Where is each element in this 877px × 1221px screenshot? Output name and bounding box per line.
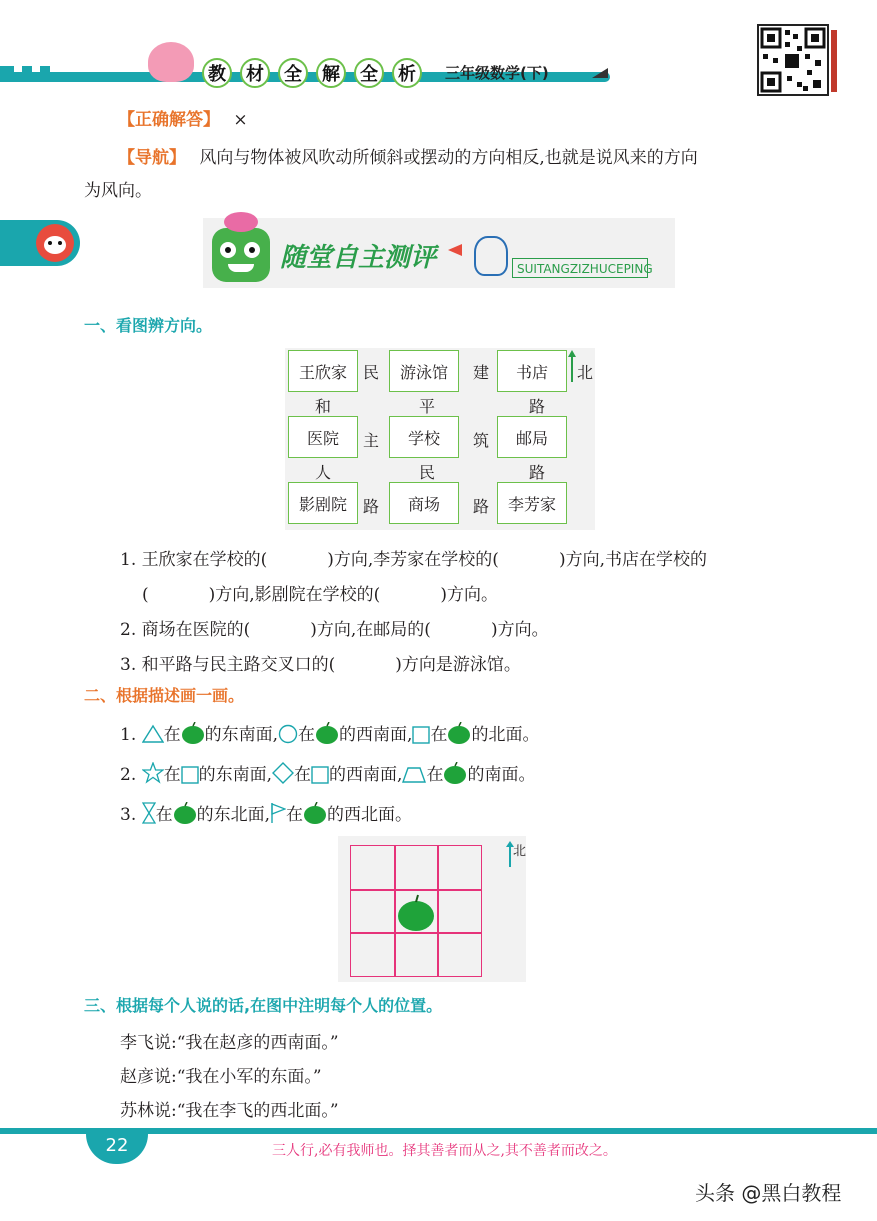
- north-arrow-icon: [509, 845, 511, 867]
- road-label: 路: [529, 463, 546, 482]
- q1-text: )方向,影剧院在学校的(: [208, 585, 381, 605]
- word: 的北面。: [471, 725, 540, 745]
- q1-text: )方向,李芳家在学校的(: [327, 550, 499, 570]
- square-icon: [412, 726, 430, 744]
- apple-icon: [447, 722, 471, 744]
- word: 在: [298, 725, 316, 745]
- flag-icon: [270, 802, 286, 824]
- north-label: 北: [577, 363, 594, 382]
- star-icon: [142, 762, 164, 784]
- banner-title: 随堂自主测评: [280, 243, 437, 273]
- flower-icon: [224, 212, 258, 232]
- word: 的东南面,: [198, 765, 273, 785]
- draw-line-3: [120, 800, 412, 825]
- word: 的东北面,: [196, 805, 271, 825]
- q2-text: )方向,在邮局的(: [310, 620, 431, 640]
- footer-motto: 三人行,必有我师也。择其善者而从之,其不善者而改之。: [272, 1143, 617, 1159]
- map-cell: 邮局: [497, 416, 567, 458]
- mascot-fox-icon: [36, 224, 74, 262]
- q3-text: )方向是游泳馆。: [395, 655, 521, 675]
- draw-line-1: [120, 720, 539, 745]
- apple-icon: [303, 802, 327, 824]
- q1-text: )方向。: [440, 585, 498, 605]
- word: 的东南面,: [204, 725, 279, 745]
- word: 在: [430, 725, 448, 745]
- north-arrow-head-icon: [568, 350, 576, 357]
- map-cell: 王欣家: [288, 350, 358, 392]
- line-number: 3.: [120, 805, 137, 825]
- circle-icon: [278, 724, 298, 744]
- qr-side-strip: [831, 30, 837, 92]
- title-char: 析: [392, 58, 422, 88]
- page-number: 22: [86, 1128, 148, 1164]
- arrow-icon: [448, 244, 462, 256]
- word: 的南面。: [467, 765, 536, 785]
- road-label: 民: [363, 363, 380, 382]
- q2-text: 2. 商场在医院的(: [120, 620, 251, 640]
- draw-line-2: [120, 760, 535, 785]
- square-icon: [181, 766, 199, 784]
- road-label: 路: [363, 497, 380, 516]
- section2-title: 二、根据描述画一画。: [84, 686, 245, 705]
- statement: 苏林说:“我在李飞的西北面。”: [120, 1101, 339, 1121]
- map-cell: 李芳家: [497, 482, 567, 524]
- north-label: 北: [513, 844, 527, 859]
- answer-line: [118, 105, 248, 130]
- qr-code-icon[interactable]: [757, 24, 829, 96]
- statement: 赵彦说:“我在小军的东面。”: [120, 1067, 322, 1087]
- section3-title: 三、根据每个人说的话,在图中注明每个人的位置。: [84, 996, 443, 1015]
- question-3: [120, 650, 521, 675]
- road-label: 和: [315, 397, 332, 416]
- q1-text: )方向,书店在学校的: [558, 550, 707, 570]
- map-cell: 书店: [497, 350, 567, 392]
- road-label: 民: [419, 463, 436, 482]
- guide-paragraph: [118, 140, 808, 176]
- apple-icon: [315, 722, 339, 744]
- mascot-girl-icon: [148, 42, 194, 82]
- watermark: 头条 @黑白教程: [695, 1181, 842, 1205]
- statement: 李飞说:“我在赵彦的西南面。”: [120, 1033, 339, 1053]
- apple-icon: [181, 722, 205, 744]
- banner-subtitle: SUITANGZIZHUCEPING: [512, 258, 648, 278]
- word: 在: [163, 765, 181, 785]
- monster-mascot-icon: [212, 228, 270, 282]
- hourglass-icon: [142, 802, 156, 824]
- road-label: 路: [473, 497, 490, 516]
- road-label: 建: [473, 363, 490, 382]
- title-char: 全: [354, 58, 384, 88]
- answer-value: ×: [233, 110, 248, 130]
- title-char: 材: [240, 58, 270, 88]
- apple-icon: [173, 802, 197, 824]
- diamond-icon: [272, 762, 294, 784]
- line-number: 1.: [120, 725, 137, 745]
- road-label: 平: [419, 397, 436, 416]
- pencil-icon: [592, 68, 608, 78]
- triangle-icon: [142, 724, 164, 744]
- question-1: [120, 545, 707, 570]
- q2-text: )方向。: [490, 620, 549, 640]
- drawing-grid[interactable]: [350, 845, 482, 977]
- grade-label: 三年级数学(下): [445, 64, 549, 82]
- map-cell: 商场: [389, 482, 459, 524]
- word: 在: [426, 765, 444, 785]
- answer-tag: 【正确解答】: [118, 110, 220, 130]
- apple-icon: [396, 894, 436, 932]
- map-cell: 医院: [288, 416, 358, 458]
- title-char: 全: [278, 58, 308, 88]
- road-label: 人: [315, 463, 332, 482]
- road-label: 筑: [473, 431, 490, 450]
- word: 在: [155, 805, 173, 825]
- direction-map: [285, 348, 595, 530]
- road-label: 路: [529, 397, 546, 416]
- header-band: [0, 40, 877, 95]
- title-char: 解: [316, 58, 346, 88]
- road-label: 主: [363, 431, 380, 450]
- guide-text-cont: 为风向。: [84, 181, 152, 201]
- word: 在: [163, 725, 181, 745]
- word: 的西北面。: [327, 805, 413, 825]
- hand-icon: [474, 236, 508, 276]
- map-cell: 游泳馆: [389, 350, 459, 392]
- word: 的西南面,: [329, 765, 403, 785]
- trapezoid-icon: [402, 766, 426, 784]
- question-2: [120, 615, 549, 640]
- line-number: 2.: [120, 765, 137, 785]
- map-cell: 影剧院: [288, 482, 358, 524]
- title-char: 教: [202, 58, 232, 88]
- word: 在: [294, 765, 312, 785]
- guide-text: 风向与物体被风吹动所倾斜或摆动的方向相反,也就是说风来的方向: [199, 148, 698, 168]
- map-cell: 学校: [389, 416, 459, 458]
- word: 的西南面,: [339, 725, 413, 745]
- q1-text: 1. 王欣家在学校的(: [120, 550, 268, 570]
- q1-text: (: [142, 585, 149, 605]
- word: 在: [286, 805, 304, 825]
- north-arrow-icon: [571, 354, 573, 382]
- apple-icon: [443, 762, 467, 784]
- square-icon: [311, 766, 329, 784]
- q3-text: 3. 和平路与民主路交叉口的(: [120, 655, 336, 675]
- question-1-cont: [142, 580, 498, 605]
- guide-tag: 【导航】: [118, 148, 186, 168]
- section1-title: 一、看图辨方向。: [84, 316, 213, 335]
